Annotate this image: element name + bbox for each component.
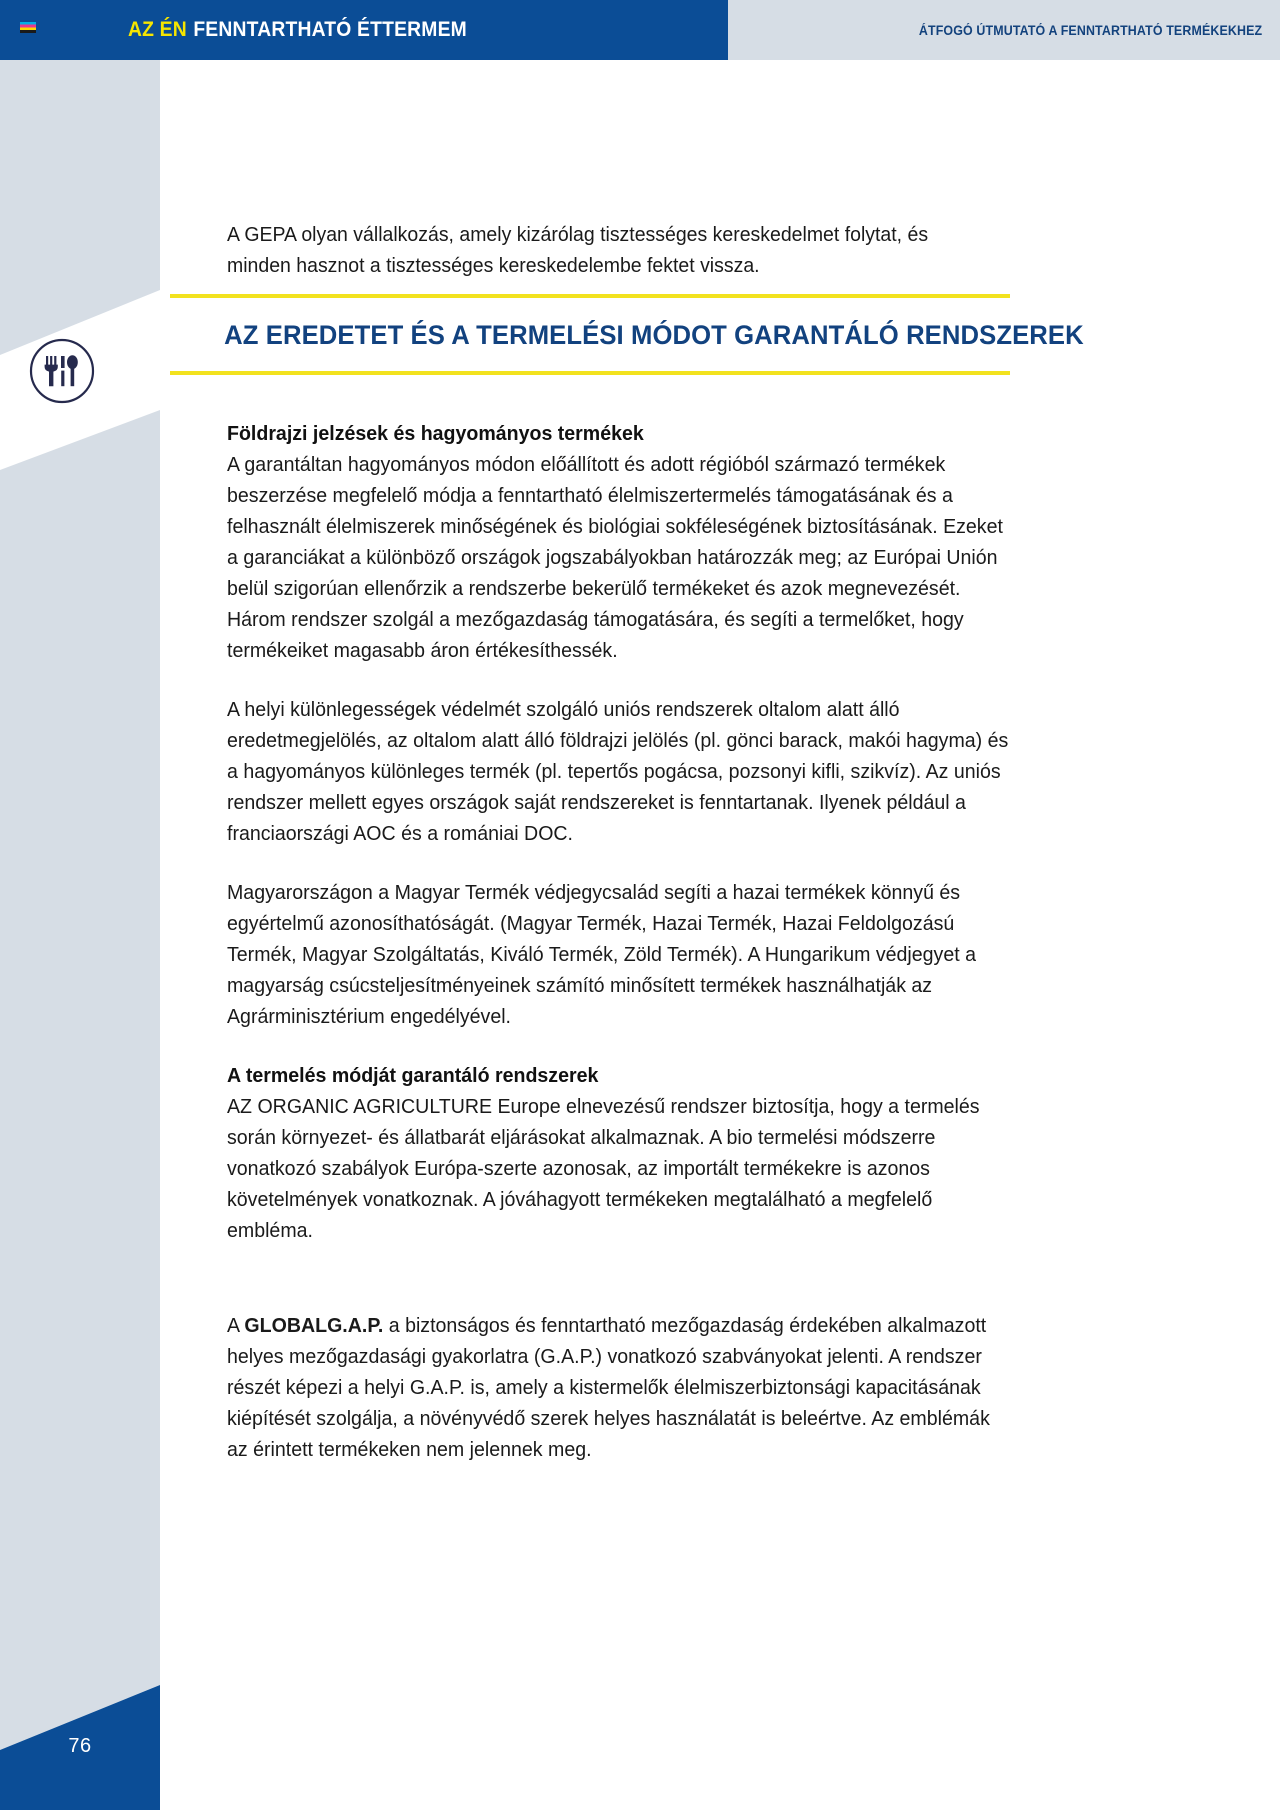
rail-lower-shape [0, 410, 160, 1750]
paragraph-1: A garantáltan hagyományos módon előállított és adott régióból származó termékek beszerzése megfelelő módja a fenntartható élelmiszertermelés támogatásának és a felhasznált élelmiszerek minőségének és biológiai sokféleségének biztosításának. Ezeket a garanciákat a különböző országok jogszabályokban határozzák meg; az Európai Unión belül szigorúan ellenőrzik a rendszerbe bekerülő termékeket és azok megnevezését. Három rendszer szolgál a mezőgazdaság támogatására, és segíti a termelőket, hogy termékeiket magasabb áron értékesíthessék. [227, 453, 1003, 662]
paragraph-gap [227, 1032, 1010, 1060]
body-text-flow [227, 418, 1010, 1465]
paragraph-5-lead: A [227, 1314, 245, 1337]
cutlery-icon [28, 337, 96, 405]
intro-paragraph: A GEPA olyan vállalkozás, amely kizárólag tisztességes kereskedelmet folytat, és minden hasznot a tisztességes kereskedelembe fektet vissza. [227, 222, 929, 277]
section-rule-bottom [170, 371, 1010, 375]
paragraph-gap [227, 666, 1010, 694]
globalgap-term: GLOBALG.A.P. [244, 1314, 384, 1337]
paragraph-3: Magyarországon a Magyar Termék védjegycsalád segíti a hazai termékek könnyű és egyértelmű azonosíthatóságát. (Magyar Termék, Hazai Termék, Hazai Feldolgozású Termék, Magyar Szolgáltatás, Kiváló Termék, Zöld Termék). A Hungarikum védjegyet a magyarság csúcsteljesítményeinek számító minősített termékek használhatják az Agrárminisztérium engedélyével. [227, 881, 976, 1028]
section-heading-block [170, 294, 1084, 375]
paragraph-5 [227, 1310, 1010, 1465]
subheading-geographical-indications: Földrajzi jelzések és hagyományos termékek [227, 422, 644, 445]
paragraph-gap [227, 849, 1010, 877]
subheading-production-method: A termelés módját garantáló rendszerek [227, 1064, 599, 1087]
paragraph-5-rest: a biztonságos és fenntartható mezőgazdaság érdekében alkalmazott helyes mezőgazdasági gyakorlatra (G.A.P.) vonatkozó szabványokat jelenti. A rendszer részét képezi a helyi G.A.P. is, amely a kistermelők élelmiszerbiztonsági kapacitásának kiépítését szolgálja, a növényvédő szerek helyes használatát is beleértve. Az emblémák az érintett termékeken nem jelennek meg. [227, 1314, 990, 1461]
paragraph-2: A helyi különlegességek védelmét szolgáló uniós rendszerek oltalom alatt álló eredetmegjelölés, az oltalom alatt álló földrajzi jelölés (pl. gönci barack, makói hagyma) és a hagyományos különleges termék (pl. tepertős pogácsa, pozsonyi kifli, szikvíz). Az uniós rendszer mellett egyes országok saját rendszereket is fenntartanak. Ilyenek például a franciaországi AOC és a romániai DOC. [227, 698, 1009, 845]
publication-subtitle: ÁTFOGÓ ÚTMUTATÓ A FENNTARTHATÓ TERMÉKEKHEZ [918, 22, 1262, 38]
rail-upper-shape [0, 60, 160, 355]
page-number: 76 [68, 1735, 92, 1757]
publication-title-accent: AZ ÉN [128, 18, 187, 41]
publication-title [128, 0, 467, 60]
section-heading: AZ EREDETET ÉS A TERMELÉSI MÓDOT GARANTÁLÓ RENDSZEREK [224, 320, 1084, 350]
page-header [0, 0, 1280, 60]
paragraph-gap-large [227, 1246, 1010, 1310]
rail-shapes [0, 60, 160, 1810]
print-registration-mark-icon [20, 22, 36, 33]
sidebar-decorative-rail [0, 60, 160, 1810]
paragraph-4: AZ ORGANIC AGRICULTURE Europe elnevezésű rendszer biztosítja, hogy a termelés során környezet- és állatbarát eljárásokat alkalmaznak. A bio termelési módszerre vonatkozó szabályok Európa-szerte azonosak, az importált termékekre is azonos követelmények vonatkoznak. A jóváhagyott termékeken megtalálható a megfelelő embléma. [227, 1095, 980, 1242]
publication-title-rest: FENNTARTHATÓ ÉTTERMEM [193, 18, 467, 41]
